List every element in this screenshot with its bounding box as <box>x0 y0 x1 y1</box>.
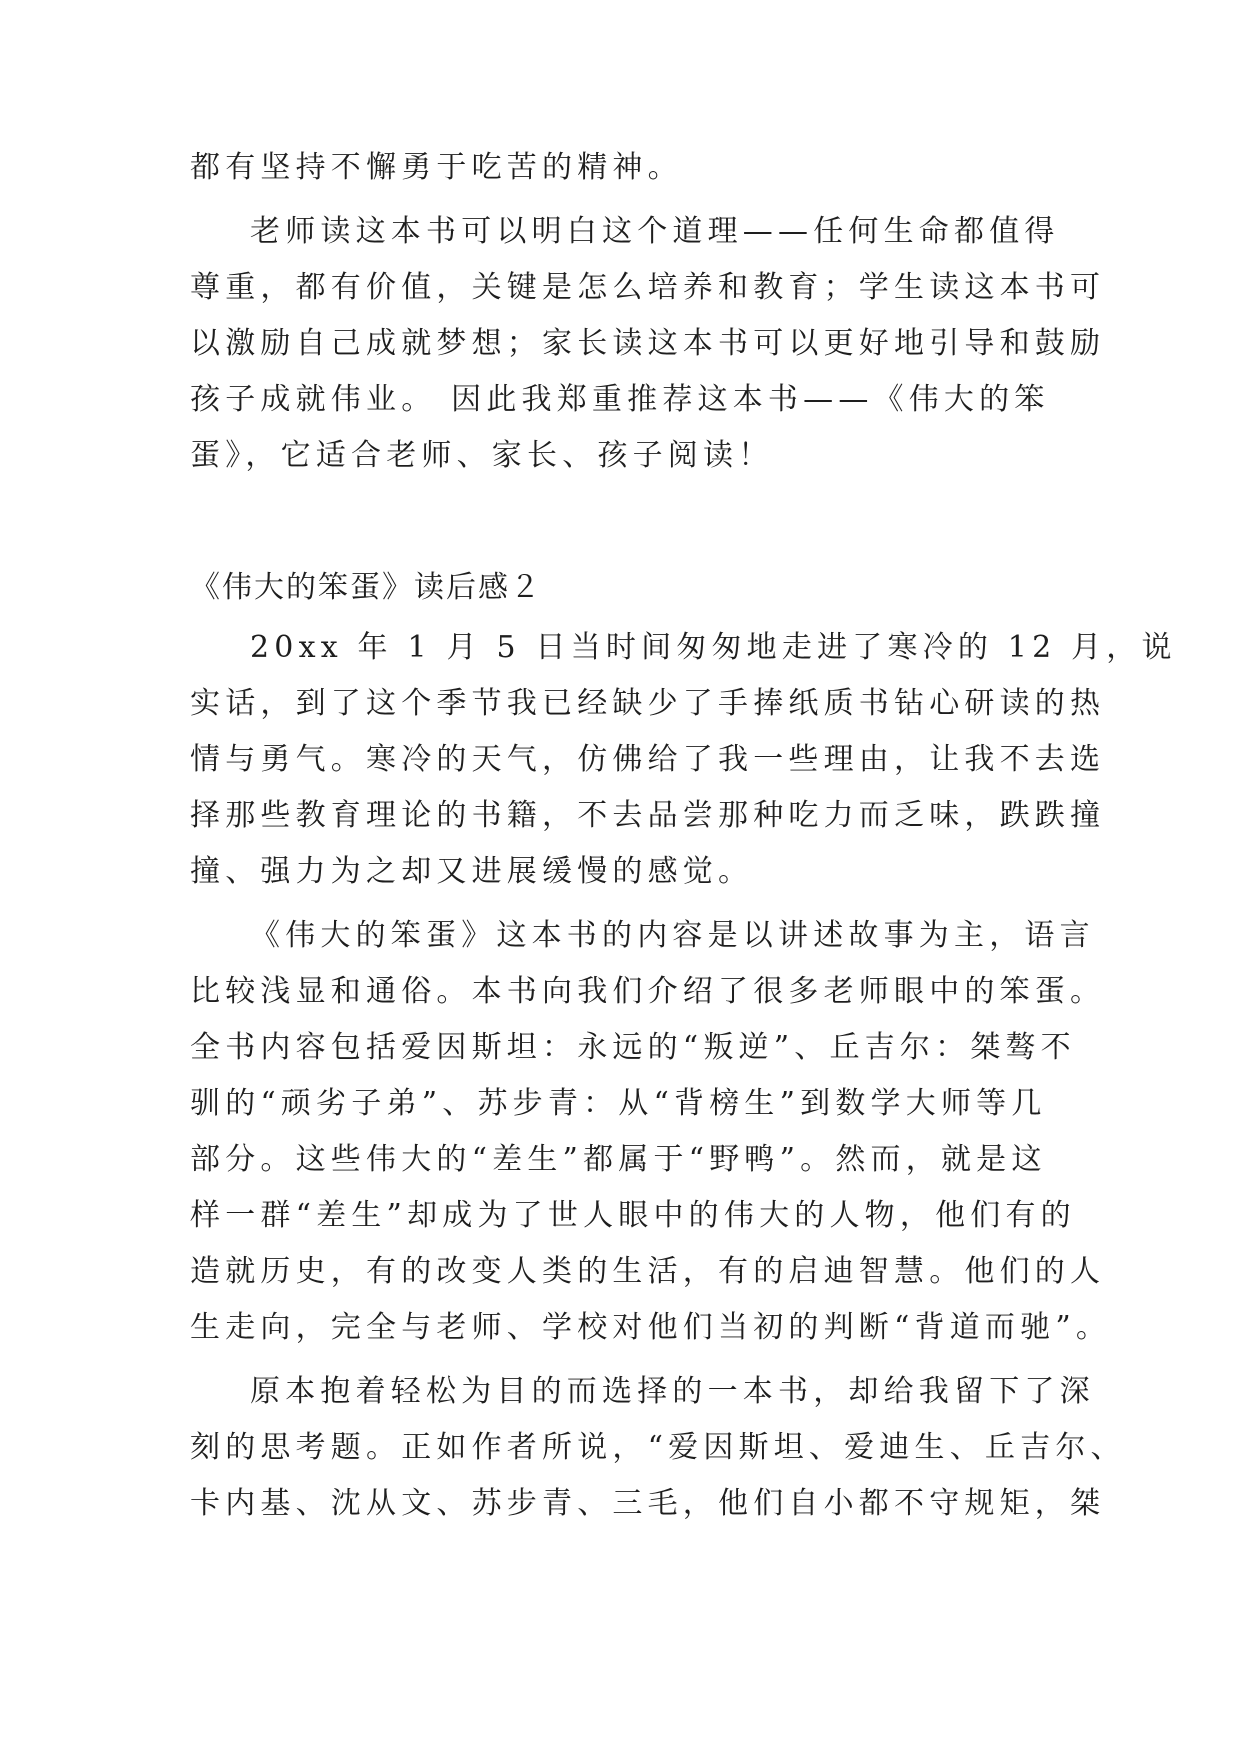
text-line: 生走向，完全与老师、学校对他们当初的判断“背道而驰”。 <box>190 1310 1112 1345</box>
section-heading: 《伟大的笨蛋》读后感２ <box>190 570 542 605</box>
text-line: 比较浅显和通俗。本书向我们介绍了很多老师眼中的笨蛋。 <box>190 974 1106 1009</box>
text-line: 原本抱着轻松为目的而选择的一本书，却给我留下了深 <box>250 1374 1095 1409</box>
text-line: 《伟大的笨蛋》这本书的内容是以讲述故事为主，语言 <box>250 918 1095 953</box>
text-line: 都有坚持不懈勇于吃苦的精神。 <box>190 150 683 185</box>
text-line: 尊重，都有价值，关键是怎么培养和教育；学生读这本书可 <box>190 270 1106 305</box>
text-line: 驯的“顽劣子弟”、苏步青：从“背榜生”到数学大师等几 <box>190 1086 1047 1121</box>
text-line: 以激励自己成就梦想；家长读这本书可以更好地引导和鼓励 <box>190 326 1106 361</box>
text-line: 实话，到了这个季节我已经缺少了手捧纸质书钻心研读的热 <box>190 686 1106 721</box>
text-line: 老师读这本书可以明白这个道理——任何生命都值得 <box>250 214 1060 249</box>
text-line: 情与勇气。寒冷的天气，仿佛给了我一些理由，让我不去选 <box>190 742 1106 777</box>
text-line: 样一群“差生”却成为了世人眼中的伟大的人物，他们有的 <box>190 1198 1076 1233</box>
text-line: 蛋》，它适合老师、家长、孩子阅读！ <box>190 438 774 473</box>
text-line: 20xx 年 1 月 5 日当时间匆匆地走进了寒冷的 12 月，说 <box>250 630 1177 665</box>
text-line: 造就历史，有的改变人类的生活，有的启迪智慧。他们的人 <box>190 1254 1106 1289</box>
text-line: 孩子成就伟业。 因此我郑重推荐这本书——《伟大的笨 <box>190 382 1050 417</box>
text-line: 撞、强力为之却又进展缓慢的感觉。 <box>190 854 754 889</box>
text-line: 择那些教育理论的书籍，不去品尝那种吃力而乏味，跌跌撞 <box>190 798 1106 833</box>
text-line: 刻的思考题。正如作者所说，“爱因斯坦、爱迪生、丘吉尔、 <box>190 1430 1126 1465</box>
text-line: 卡内基、沈从文、苏步青、三毛，他们自小都不守规矩，桀 <box>190 1486 1106 1521</box>
text-line: 部分。这些伟大的“差生”都属于“野鸭”。然而，就是这 <box>190 1142 1047 1177</box>
text-line: 全书内容包括爱因斯坦：永远的“叛逆”、丘吉尔：桀骜不 <box>190 1030 1076 1065</box>
